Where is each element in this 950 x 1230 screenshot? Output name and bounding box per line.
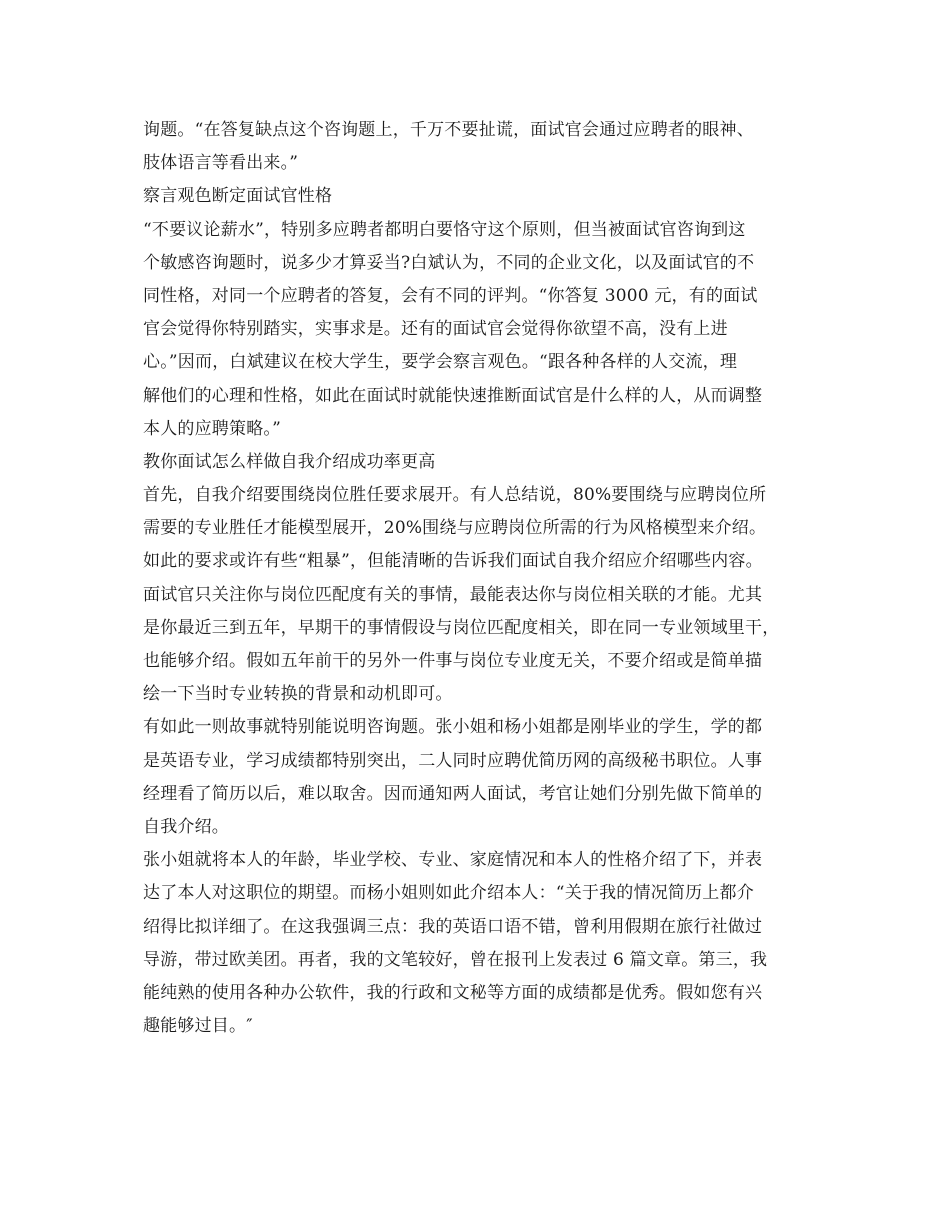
text-line: 能纯熟的使用各种办公软件，我的行政和文秘等方面的成绩都是优秀。假如您有兴: [143, 982, 763, 1003]
text-line: 导游，带过欧美团。再者，我的文笔较好，曾在报刊上发表过 6 篇文章。第三，我: [143, 949, 768, 970]
text-line: 询题。“在答复缺点这个咨询题上，千万不要扯谎，面试官会通过应聘者的眼神、: [143, 120, 754, 140]
text-line: 自我介绍。: [143, 816, 229, 837]
section-heading: 察言观色断定面试官性格: [143, 186, 333, 207]
text-line: 面试官只关注你与岗位匹配度有关的事情，最能表达你与岗位相关联的才能。尤其: [143, 584, 763, 605]
text-line: 本人的应聘策略。”: [143, 418, 281, 439]
text-line: 如此的要求或许有些“粗暴”，但能清晰的告诉我们面试自我介绍应介绍哪些内容。: [143, 551, 763, 572]
text-line: 有如此一则故事就特别能说明咨询题。张小姐和杨小姐都是刚毕业的学生，学的都: [143, 717, 763, 738]
text-line: 肢体语言等看出来。”: [143, 153, 299, 174]
text-line: 个敏感咨询题时，说多少才算妥当?白斌认为，不同的企业文化，以及面试官的不: [143, 252, 755, 273]
text-line: 解他们的心理和性格，如此在面试时就能快速推断面试官是什么样的人，从而调整: [143, 385, 763, 406]
text-line: 是英语专业，学习成绩都特别突出，二人同时应聘优简历网的高级秘书职位。人事: [143, 750, 763, 771]
text-line: 需要的专业胜任才能模型展开，20%围绕与应聘岗位所需的行为风格模型来介绍。: [143, 518, 767, 539]
document-body: [143, 114, 823, 1043]
text-line: 绍得比拟详细了。在这我强调三点：我的英语口语不错，曾利用假期在旅行社做过: [143, 916, 763, 937]
text-line: 经理看了简历以后，难以取舍。因而通知两人面试，考官让她们分别先做下简单的: [143, 783, 763, 804]
text-line: 达了本人对这职位的期望。而杨小姐则如此介绍本人：“关于我的情况简历上都介: [143, 883, 754, 904]
text-line: 也能够介绍。假如五年前干的另外一件事与岗位专业度无关，不要介绍或是简单描: [143, 651, 763, 671]
section-heading: 教你面试怎么样做自我介绍成功率更高: [143, 451, 436, 472]
text-line: “不要议论薪水”，特别多应聘者都明白要恪守这个原则，但当被面试官咨询到这: [143, 219, 746, 240]
text-line: 趣能够过目。″: [143, 1016, 253, 1037]
text-line: 官会觉得你特别踏实，实事求是。还有的面试官会觉得你欲望不高，没有上进: [143, 319, 728, 340]
text-line: 绘一下当时专业转换的背景和动机即可。: [143, 684, 453, 705]
text-line: 心。”因而，白斌建议在校大学生，要学会察言观色。“跟各种各样的人交流，理: [143, 352, 738, 373]
text-line: 同性格，对同一个应聘者的答复，会有不同的评判。“你答复 3000 元，有的面试: [143, 285, 758, 306]
text-line: 首先，自我介绍要围绕岗位胜任要求展开。有人总结说，80%要围绕与应聘岗位所: [143, 485, 767, 506]
text-line: 是你最近三到五年，早期干的事情假设与岗位匹配度相关，即在同一专业领域里干，: [143, 617, 780, 638]
text-line: 张小姐就将本人的年龄，毕业学校、专业、家庭情况和本人的性格介绍了下，并表: [143, 850, 763, 871]
